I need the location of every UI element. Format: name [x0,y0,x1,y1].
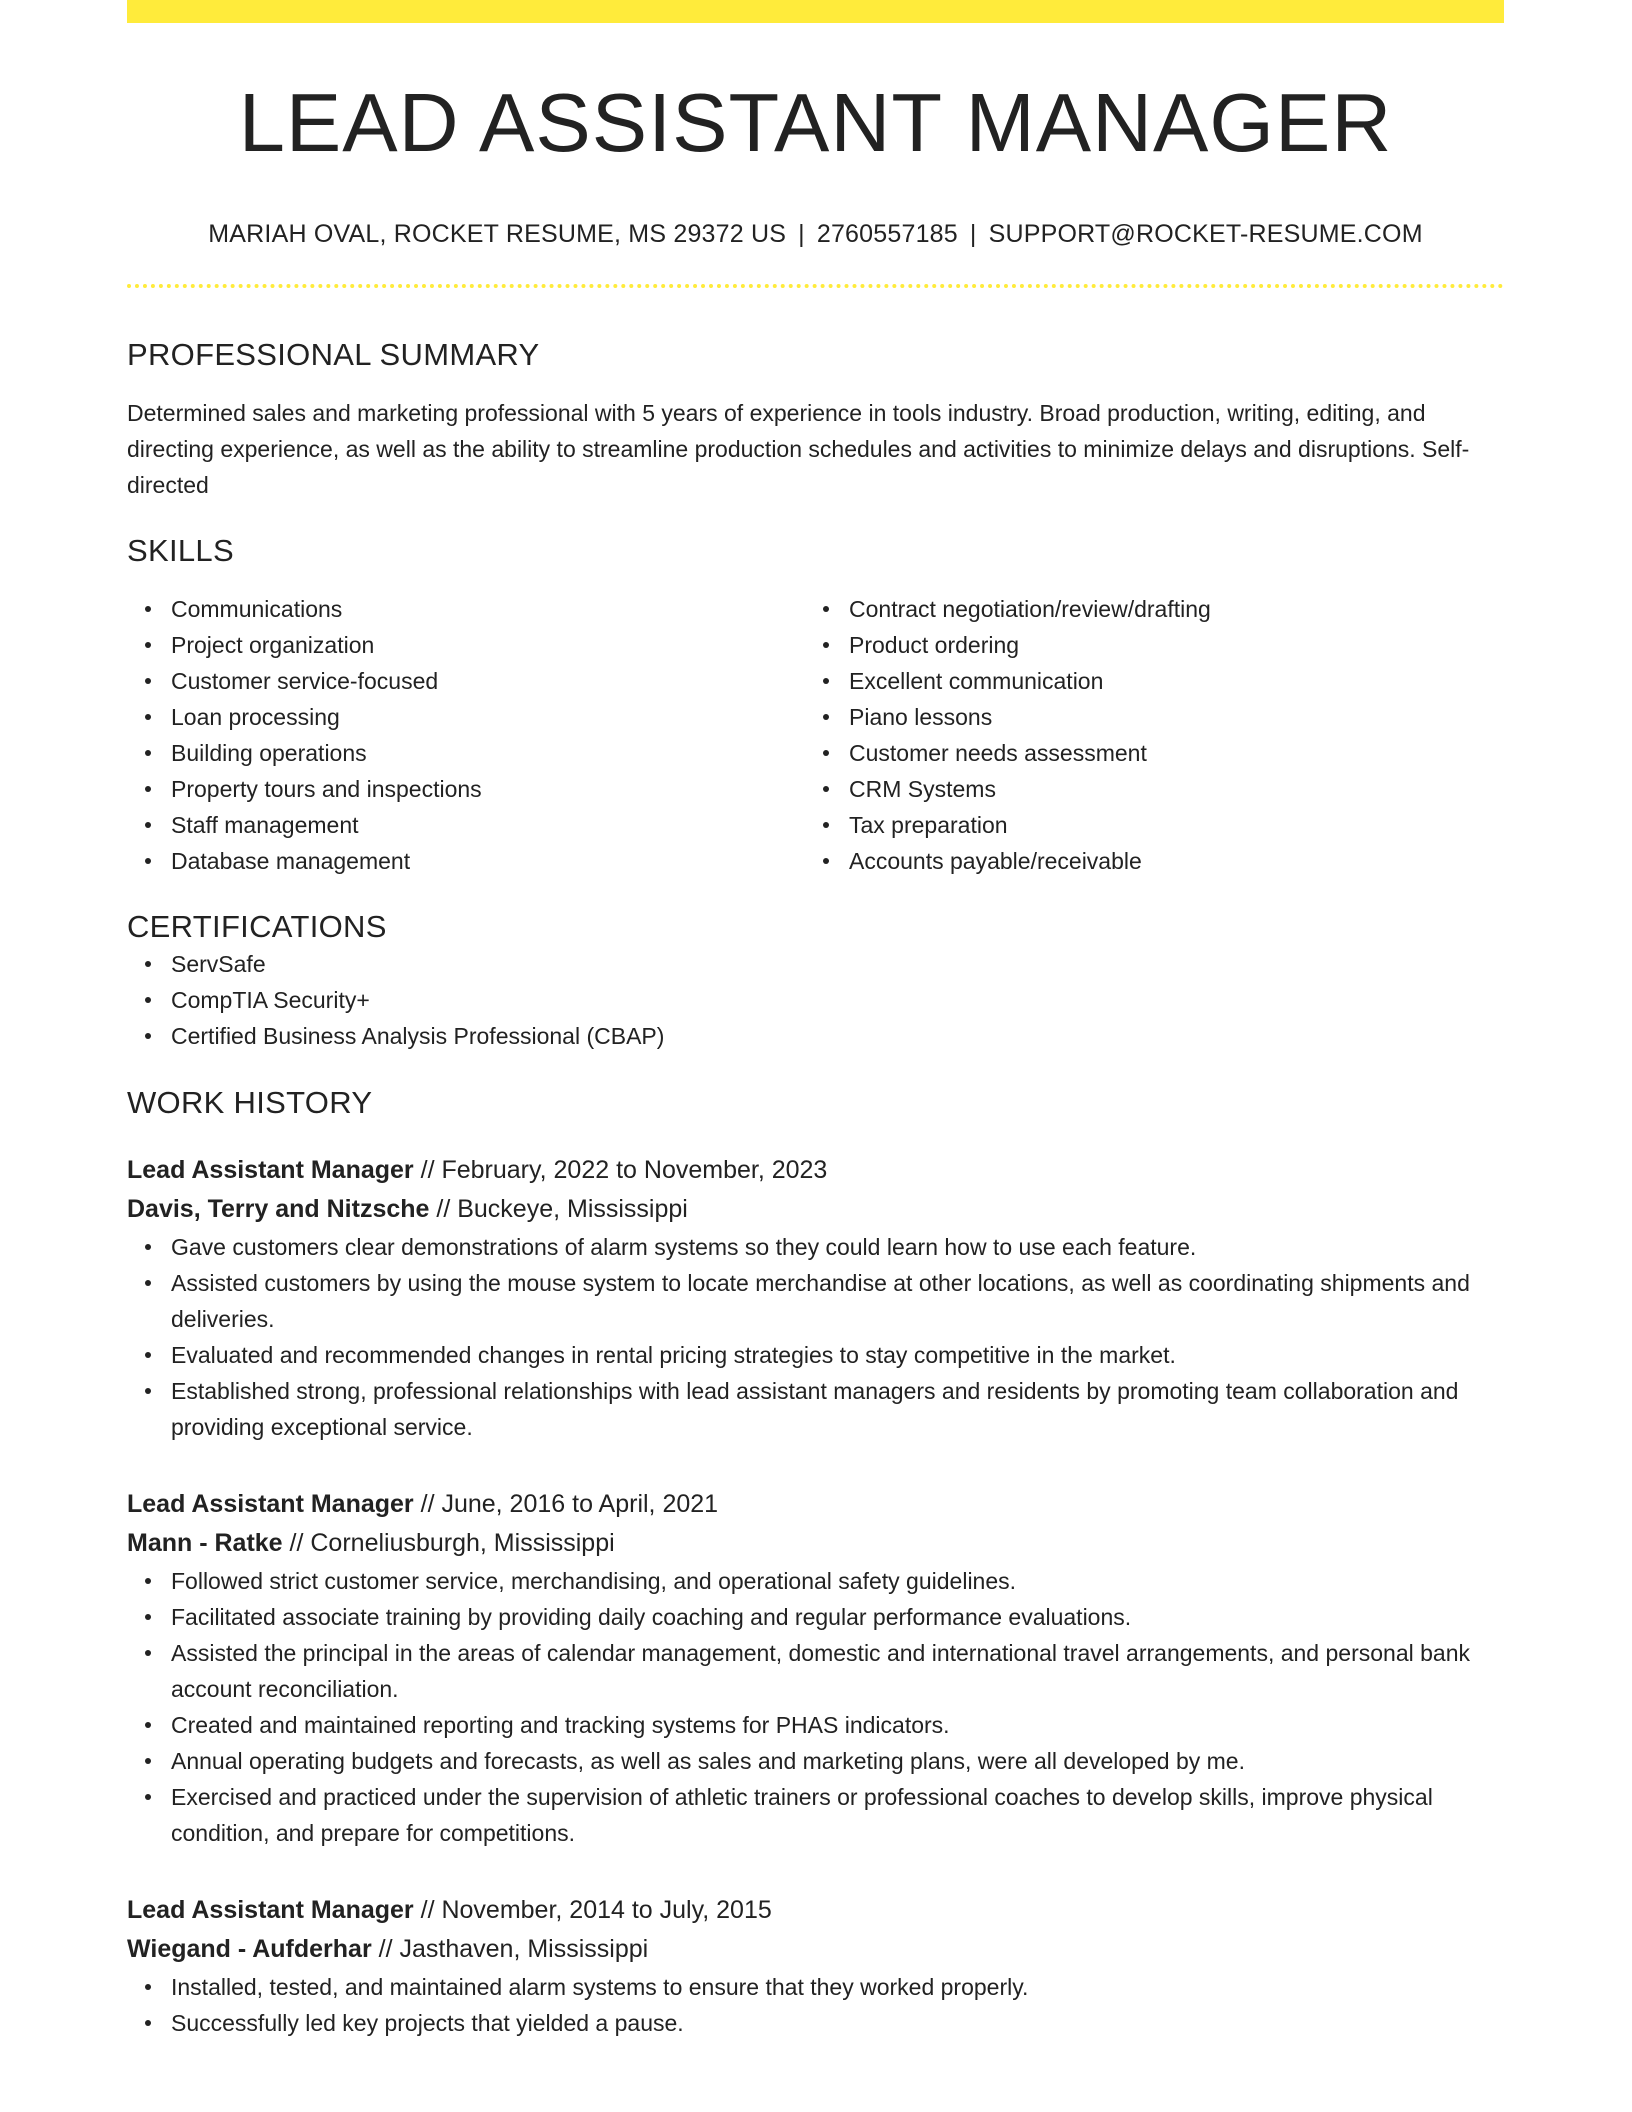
contact-address: MARIAH OVAL, ROCKET RESUME, MS 29372 US [208,220,787,248]
job-title: Lead Assistant Manager [127,1155,414,1184]
contact-line [127,219,1504,249]
skills-list-right [805,591,1483,879]
accent-bar [127,0,1504,23]
skill-item: Database management [171,843,805,879]
skill-item: Project organization [171,627,805,663]
skill-item: Communications [171,591,805,627]
job-company: Davis, Terry and Nitzsche [127,1194,430,1223]
skills-column-right [805,591,1483,879]
summary-heading: PROFESSIONAL SUMMARY [127,337,540,372]
job-company: Mann - Ratke [127,1528,283,1557]
job-bullet: Established strong, professional relationships with lead assistant managers and residents by promoting team collaboration and providing exceptional service. [171,1373,1504,1445]
job-dates: // June, 2016 to April, 2021 [413,1489,719,1518]
job-bullet: Exercised and practiced under the supervision of athletic trainers or professional coaches to develop skills, improve physical condition, and prepare for competitions. [171,1779,1504,1851]
job-location: // Jasthaven, Mississippi [371,1934,649,1963]
skill-item: Customer needs assessment [849,735,1483,771]
skill-item: Loan processing [171,699,805,735]
job-company-line [127,1524,1504,1563]
job-bullet: Evaluated and recommended changes in rental pricing strategies to stay competitive in the market. [171,1337,1504,1373]
certification-item: CompTIA Security+ [171,982,1504,1018]
contact-separator: | [798,220,805,248]
skills-columns [127,591,1504,879]
job-company: Wiegand - Aufderhar [127,1934,372,1963]
job-location: // Buckeye, Mississippi [429,1194,688,1223]
header-divider [127,284,1504,288]
skill-item: Excellent communication [849,663,1483,699]
contact-email[interactable]: SUPPORT@ROCKET-RESUME.COM [988,220,1423,248]
skill-item: Product ordering [849,627,1483,663]
job-bullet: Annual operating budgets and forecasts, as well as sales and marketing plans, were all developed by me. [171,1743,1504,1779]
work-history-heading: WORK HISTORY [127,1084,373,1120]
job-entry [127,1485,1504,1851]
resume-page [127,0,1504,2041]
job-bullet: Followed strict customer service, merchandising, and operational safety guidelines. [171,1563,1504,1599]
job-bullet: Installed, tested, and maintained alarm systems to ensure that they worked properly. [171,1969,1504,2005]
resume-title: LEAD ASSISTANT MANAGER [238,76,1393,169]
skills-heading: SKILLS [127,533,234,569]
skill-item: Building operations [171,735,805,771]
certifications-heading: CERTIFICATIONS [127,909,387,945]
job-title: Lead Assistant Manager [127,1489,414,1518]
skills-list-left [127,591,805,879]
job-dates: // February, 2022 to November, 2023 [413,1155,828,1184]
certification-item: Certified Business Analysis Professional (CBAP) [171,1018,1504,1054]
skills-column-left [127,591,805,879]
job-company-line [127,1930,1504,1969]
skill-item: Staff management [171,807,805,843]
skill-item: CRM Systems [849,771,1483,807]
job-dates: // November, 2014 to July, 2015 [413,1895,772,1924]
job-location: // Corneliusburgh, Mississippi [282,1528,615,1557]
skill-item: Accounts payable/receivable [849,843,1483,879]
job-entry [127,1891,1504,2041]
job-bullets [127,1969,1504,2041]
certifications-list [127,946,1504,1054]
skill-item: Contract negotiation/review/drafting [849,591,1483,627]
job-bullets [127,1229,1504,1445]
job-bullet: Assisted customers by using the mouse system to locate merchandise at other locations, as well as coordinating shipments and deliveries. [171,1265,1504,1337]
job-company-line [127,1190,1504,1229]
contact-separator: | [969,220,977,248]
job-bullets [127,1563,1504,1851]
job-bullet: Assisted the principal in the areas of calendar management, domestic and international travel arrangements, and personal bank account reconciliation. [171,1635,1504,1707]
skill-item: Tax preparation [849,807,1483,843]
job-title-line [127,1151,1504,1190]
contact-phone[interactable]: 2760557185 [816,220,958,248]
job-bullet: Created and maintained reporting and tracking systems for PHAS indicators. [171,1707,1504,1743]
job-bullet: Successfully led key projects that yielded a pause. [171,2005,1504,2041]
job-title: Lead Assistant Manager [127,1895,414,1924]
job-title-line [127,1485,1504,1524]
job-title-line [127,1891,1504,1930]
skill-item: Customer service-focused [171,663,805,699]
skill-item: Piano lessons [849,699,1483,735]
certification-item: ServSafe [171,946,1504,982]
job-bullet: Facilitated associate training by providing daily coaching and regular performance evaluations. [171,1599,1504,1635]
job-bullet: Gave customers clear demonstrations of alarm systems so they could learn how to use each feature. [171,1229,1504,1265]
job-entry [127,1151,1504,1445]
skill-item: Property tours and inspections [171,771,805,807]
summary-text: Determined sales and marketing professional with 5 years of experience in tools industry. Broad production, writing, editing, and directing experience, as well as the ability to streamline production schedules and activities to minimize delays and disruptions. Self-directed [127,400,1470,499]
